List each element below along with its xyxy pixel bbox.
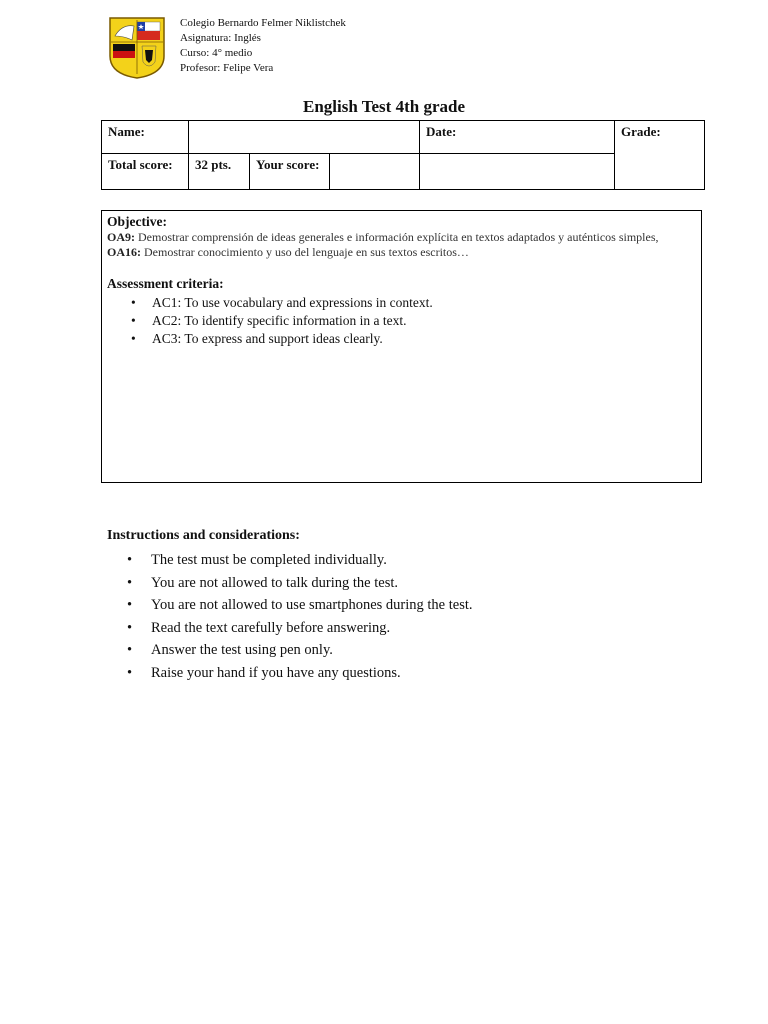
bullet-icon: •	[127, 574, 133, 591]
instruction-text: Raise your hand if you have any questions.	[151, 664, 401, 681]
school-info	[180, 16, 346, 76]
list-item	[107, 294, 696, 312]
instructions-list	[107, 549, 707, 684]
oa9-code: OA9:	[107, 230, 135, 244]
instruction-text: Answer the test using pen only.	[151, 642, 333, 658]
school-crest-icon	[106, 16, 168, 80]
list-item	[107, 639, 707, 662]
list-item	[107, 594, 707, 617]
bullet-icon: •	[127, 597, 133, 613]
assessment-item-text: AC3: To express and support ideas clearly.	[152, 331, 383, 346]
page-title: English Test 4th grade	[302, 97, 465, 116]
objective-heading: Objective:	[107, 214, 167, 229]
instruction-text: You are not allowed to use smartphones during the test.	[151, 597, 473, 613]
list-item	[107, 312, 696, 330]
bullet-icon: •	[131, 295, 136, 310]
name-field[interactable]	[189, 121, 420, 154]
date-field[interactable]	[420, 154, 615, 190]
bullet-icon: •	[127, 619, 133, 636]
assessment-heading: Assessment criteria:	[107, 276, 224, 291]
instructions-heading: Instructions and considerations:	[107, 528, 300, 543]
oa16-code: OA16:	[107, 245, 141, 259]
your-score-field[interactable]	[330, 154, 420, 190]
assessment-item-text: AC1: To use vocabulary and expressions in context.	[152, 295, 433, 310]
list-item	[107, 549, 707, 572]
name-label: Name:	[102, 121, 189, 154]
oa9-line	[107, 230, 696, 245]
bullet-icon: •	[127, 664, 133, 681]
list-item	[107, 662, 707, 685]
assessment-list	[107, 294, 696, 348]
oa9-text: Demostrar comprensión de ideas generales e información explícita en textos adaptados y auténticos simples,	[138, 230, 659, 244]
assessment-item-text: AC2: To identify specific information in a text.	[152, 313, 407, 328]
school-name: Colegio Bernardo Felmer Niklistchek	[180, 17, 346, 29]
student-info-table	[101, 120, 705, 190]
instruction-text: The test must be completed individually.	[151, 552, 387, 568]
bullet-icon: •	[127, 642, 133, 658]
your-score-label: Your score:	[250, 154, 330, 190]
bullet-icon: •	[127, 552, 133, 568]
grade-label: Grade:	[615, 121, 705, 190]
instruction-text: You are not allowed to talk during the test.	[151, 574, 399, 591]
bullet-icon: •	[131, 331, 136, 346]
teacher-line: Profesor: Felipe Vera	[180, 62, 274, 74]
list-item	[107, 572, 707, 595]
objective-box	[101, 210, 702, 483]
list-item	[107, 617, 707, 640]
instructions-section	[107, 528, 707, 684]
total-score-label: Total score:	[102, 154, 189, 190]
subject-line: Asignatura: Inglés	[180, 32, 261, 44]
list-item	[107, 330, 696, 348]
instruction-text: Read the text carefully before answering.	[151, 619, 391, 636]
total-score-value: 32 pts.	[189, 154, 250, 190]
course-line: Curso: 4° medio	[180, 47, 253, 59]
oa16-text: Demostrar conocimiento y uso del lenguaje en sus textos escritos…	[144, 245, 469, 259]
date-label: Date:	[420, 121, 615, 154]
bullet-icon: •	[131, 313, 136, 328]
oa16-line	[107, 245, 696, 260]
